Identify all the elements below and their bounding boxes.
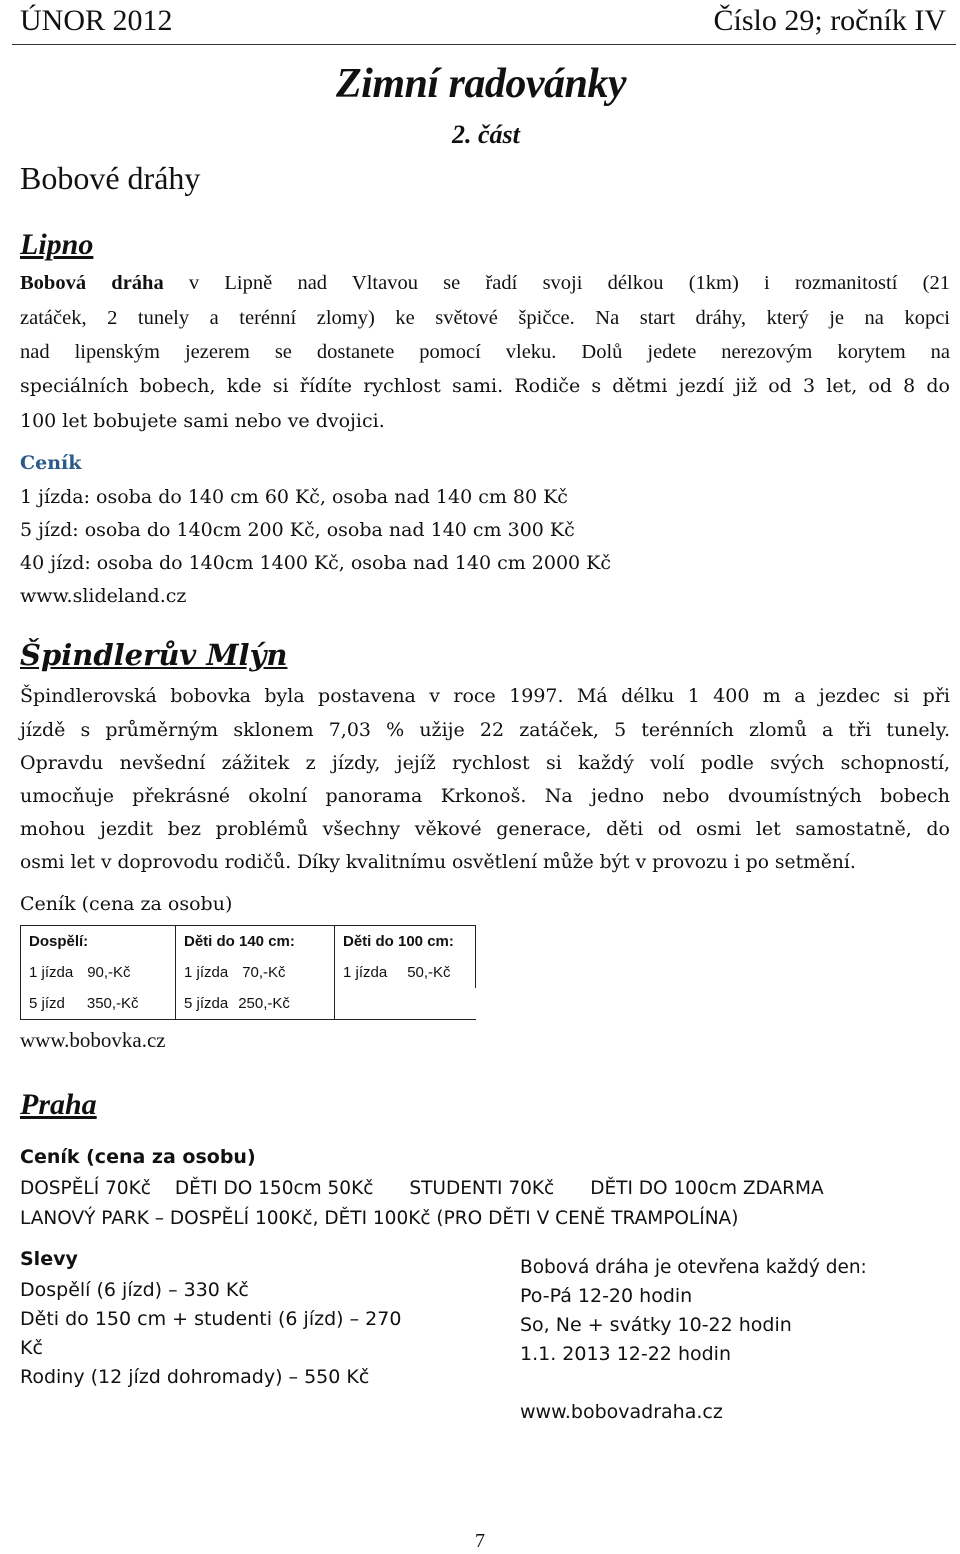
- praha-price-label: Ceník (cena za osobu): [20, 1146, 256, 1168]
- header-rule: [12, 44, 956, 45]
- lipno-price-1: 1 jízda: osoba do 140 cm 60 Kč, osoba nad 140 cm 80 Kč: [20, 486, 568, 508]
- spindl-price-label: Ceník (cena za osobu): [20, 893, 233, 915]
- lipno-last-line: 100 let bobujete sami nebo ve dvojici.: [20, 410, 385, 432]
- table-row: [21, 988, 476, 1020]
- praha-discount-1: Dospělí (6 jízd) – 330 Kč: [20, 1279, 249, 1301]
- page-subtitle: 2. část: [452, 120, 520, 149]
- praha-price-item: DOSPĚLÍ 70Kč: [20, 1178, 151, 1199]
- table-cell: 5 jízd 350,-Kč: [21, 988, 176, 1020]
- lipno-price-3: 40 jízd: osoba do 140cm 1400 Kč, osoba nad 140 cm 2000 Kč: [20, 552, 612, 574]
- spindl-line-2: Opravdu nevšední zážitek z jízdy, jejíž rychlost si každý volí podle svých schopností,: [20, 752, 950, 774]
- table-cell: 1 jízda 90,-Kč: [21, 957, 176, 988]
- lipno-line-2: nad lipenským jezerem se dostanete pomocí vleku. Dolů jedete nerezovým korytem na: [20, 341, 950, 363]
- praha-discount-2-cont: Kč: [20, 1337, 43, 1359]
- lipno-lead: Bobová dráha: [20, 272, 164, 294]
- lipno-line-0: v Lipně nad Vltavou se řadí svoji délkou (1km) i rozmanitostí (21: [163, 272, 950, 294]
- lipno-line-3: speciálních bobech, kde si řídíte rychlost sami. Rodiče s dětmi jezdí již od 3 let, od 8 do: [20, 375, 950, 397]
- praha-price-item: DĚTI DO 100cm ZDARMA: [590, 1178, 824, 1199]
- praha-park-line: LANOVÝ PARK – DOSPĚLÍ 100Kč, DĚTI 100Kč (PRO DĚTI V CENĚ TRAMPOLÍNA): [20, 1208, 739, 1229]
- table-cell: 1 jízda 50,-Kč: [335, 957, 476, 988]
- praha-discount-2: Děti do 150 cm + studenti (6 jízd) – 270: [20, 1308, 402, 1330]
- table-cell-empty: [335, 988, 476, 1020]
- lipno-paragraph-line: [20, 267, 950, 301]
- praha-hours-3: 1.1. 2013 12-22 hodin: [520, 1343, 731, 1365]
- praha-web-link[interactable]: www.bobovadraha.cz: [520, 1401, 723, 1423]
- praha-hours-label: Bobová dráha je otevřena každý den:: [520, 1257, 867, 1278]
- praha-hours-2: So, Ne + svátky 10-22 hodin: [520, 1314, 792, 1336]
- page-title: Zimní radovánky: [336, 61, 627, 107]
- lipno-web-link[interactable]: www.slideland.cz: [20, 585, 187, 607]
- table-header-cell: Dospělí:: [21, 926, 176, 958]
- praha-discount-3: Rodiny (12 jízd dohromady) – 550 Kč: [20, 1366, 370, 1388]
- table-cell: 5 jízda 250,-Kč: [176, 988, 335, 1020]
- lipno-price-2: 5 jízd: osoba do 140cm 200 Kč, osoba nad 140 cm 300 Kč: [20, 519, 575, 541]
- lipno-line-1: zatáček, 2 tunely a terénní zlomy) ke světové špičce. Na start dráhy, který je na kopci: [20, 307, 950, 329]
- header-month: ÚNOR 2012: [20, 4, 173, 37]
- table-row: [21, 957, 476, 988]
- lipno-title: Lipno: [20, 228, 94, 261]
- spindl-title: Špindlerův Mlýn: [20, 638, 288, 672]
- page-number: 7: [475, 1530, 485, 1552]
- spindl-line-4: mohou jezdit bez problémů všechny věkové generace, děti od osmi let samostatně, do: [20, 818, 950, 840]
- praha-price-row: [20, 1172, 824, 1205]
- table-header-cell: Děti do 100 cm:: [335, 926, 476, 958]
- spindl-line-3: umocňuje překrásné okolní panorama Krkonoš. Na jedno nebo dvoumístných bobech: [20, 785, 950, 807]
- praha-discounts-label: Slevy: [20, 1248, 78, 1270]
- spindl-line-0: Špindlerovská bobovka byla postavena v roce 1997. Má délku 1 400 m a jezdec si při: [20, 685, 950, 707]
- praha-hours-1: Po-Pá 12-20 hodin: [520, 1285, 693, 1307]
- lipno-price-label: Ceník: [20, 452, 82, 474]
- praha-price-item: STUDENTI 70Kč: [409, 1178, 555, 1199]
- section-heading: Bobové dráhy: [20, 160, 201, 196]
- table-header-row: [21, 926, 476, 958]
- header-issue: Číslo 29; ročník IV: [713, 4, 946, 37]
- table-header-cell: Děti do 140 cm:: [176, 926, 335, 958]
- praha-title: Praha: [20, 1088, 97, 1121]
- spindl-line-1: jízdě s průměrným sklonem 7,03 % užije 22 zatáček, 5 terénních zlomů a tři tunely.: [20, 719, 950, 741]
- praha-price-item: DĚTI DO 150cm 50Kč: [174, 1178, 374, 1199]
- spindl-last-line: osmi let v doprovodu rodičů. Díky kvalitnímu osvětlení může být v provozu i po setmění.: [20, 852, 856, 873]
- spindl-price-table: [20, 925, 476, 1020]
- spindl-web-link[interactable]: www.bobovka.cz: [20, 1028, 166, 1052]
- table-cell: 1 jízda 70,-Kč: [176, 957, 335, 988]
